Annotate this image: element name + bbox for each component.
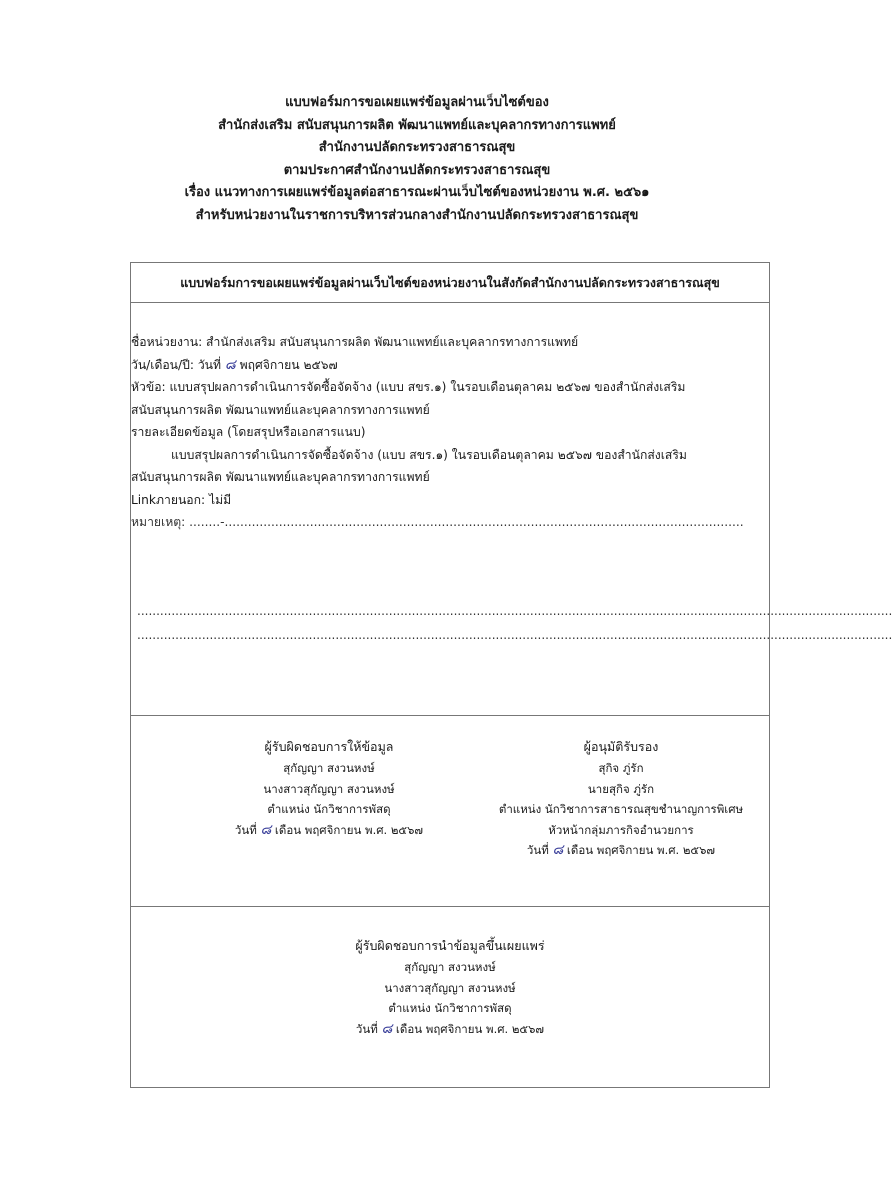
header-line: สำนักส่งเสริม สนับสนุนการผลิต พัฒนาแพทย์และบุคลากรทางการแพทย์ [218, 117, 616, 133]
header-line: ตามประกาศสำนักงานปลัดกระทรวงสาธารณสุข [283, 162, 551, 178]
dotted-line: ...................................................................................................................................................................................................... [137, 628, 892, 642]
subject-line: หัวข้อ: แบบสรุปผลการดำเนินการจัดซื้อจัดจ้าง (แบบ สขร.๑) ในรอบเดือนตุลาคม ๒๕๖๗ ของสำนักส่งเสริม [131, 380, 686, 394]
publisher-signature: สุกัญญา สงวนหงษ์ [404, 960, 496, 974]
detail-line-continued: สนับสนุนการผลิต พัฒนาแพทย์และบุคลากรทางการแพทย์ [131, 470, 430, 484]
date-prefix: วันที่ [355, 1021, 378, 1036]
publisher-name: นางสาวสุกัญญา สงวนหงษ์ [384, 980, 516, 995]
approver-position-2: หัวหน้ากลุ่มภารกิจอำนวยการ [548, 822, 694, 837]
approver-position: ตำแหน่ง นักวิชาการสาธารณสุขชำนาญการพิเศษ [498, 802, 744, 816]
request-form [130, 262, 892, 1088]
provider-heading: ผู้รับผิดชอบการให้ข้อมูล [264, 739, 394, 754]
date-suffix: เดือน พฤศจิกายน พ.ศ. ๒๕๖๗ [395, 1021, 545, 1036]
date-day-handwritten: ๘ [224, 356, 236, 373]
publisher-position: ตำแหน่ง นักวิชาการพัสดุ [388, 1001, 512, 1015]
date-day-handwritten: ๘ [260, 821, 272, 838]
detail-label: รายละเอียดข้อมูล (โดยสรุปหรือเอกสารแนบ) [131, 425, 366, 439]
dotted-line: ...................................................................................................................................................................................................... [137, 604, 892, 618]
date-day-handwritten: ๘ [552, 842, 564, 858]
header-line: แบบฟอร์มการขอเผยแพร่ข้อมูลผ่านเว็บไซต์ของ [285, 95, 549, 110]
date-suffix: พฤศจิกายน ๒๕๖๗ [239, 357, 338, 372]
subject-line-continued: สนับสนุนการผลิต พัฒนาแพทย์และบุคลากรทางการแพทย์ [131, 402, 430, 417]
publisher-signature-block [131, 935, 769, 1039]
external-link-line: Linkภายนอก: ไม่มี [131, 492, 232, 507]
form-body-section [131, 303, 892, 716]
header-line: สำหรับหน่วยงานในราชการบริหารส่วนกลางสำนักงานปลัดกระทรวงสาธารณสุข [195, 207, 639, 223]
approver-heading: ผู้อนุมัติรับรอง [583, 739, 659, 754]
signature-section [131, 716, 769, 907]
provider-signature: สุกัญญา สงวนหงษ์ [283, 761, 375, 775]
detail-line: แบบสรุปผลการดำเนินการจัดซื้อจัดจ้าง (แบบ สขร.๑) ในรอบเดือนตุลาคม ๒๕๖๗ ของสำนักส่งเสริม [171, 447, 687, 462]
publisher-section [131, 907, 769, 1087]
approver-name: นายสุกิจ ภู่รัก [587, 781, 655, 796]
publisher-date [131, 1019, 769, 1040]
unit-line: ชื่อหน่วยงาน: สำนักส่งเสริม สนับสนุนการผลิต พัฒนาแพทย์และบุคลากรทางการแพทย์ [131, 335, 579, 349]
form-title: แบบฟอร์มการขอเผยแพร่ข้อมูลผ่านเว็บไซต์ของหน่วยงานในสังกัดสำนักงานปลัดกระทรวงสาธารณสุข [131, 263, 769, 303]
approver-date [466, 840, 776, 861]
document-header [0, 92, 834, 227]
provider-signature-block [179, 736, 479, 840]
date-suffix: เดือน พฤศจิกายน พ.ศ. ๒๕๖๗ [274, 822, 424, 837]
date-prefix: วันที่ [526, 843, 549, 857]
provider-name: นางสาวสุกัญญา สงวนหงษ์ [263, 781, 395, 796]
header-line: สำนักงานปลัดกระทรวงสาธารณสุข [318, 140, 516, 155]
approver-signature: สุกิจ ภู่รัก [598, 761, 644, 775]
provider-position: ตำแหน่ง นักวิชาการพัสดุ [267, 802, 391, 816]
date-day-handwritten: ๘ [381, 1020, 393, 1037]
form-body-lines [131, 331, 769, 534]
date-suffix: เดือน พฤศจิกายน พ.ศ. ๒๕๖๗ [566, 843, 716, 857]
header-line: เรื่อง แนวทางการเผยแพร่ข้อมูลต่อสาธารณะผ่านเว็บไซต์ของหน่วยงาน พ.ศ. ๒๕๖๑ [184, 185, 650, 200]
publisher-heading: ผู้รับผิดชอบการนำข้อมูลขึ้นเผยแพร่ [355, 938, 545, 953]
provider-date [179, 820, 479, 841]
date-prefix: วัน/เดือน/ปี: วันที่ [131, 357, 222, 372]
date-prefix: วันที่ [234, 822, 257, 837]
date-line [131, 354, 769, 377]
remark-line: หมายเหตุ: ........-...................................................................................................................................... [131, 515, 744, 529]
approver-signature-block [466, 736, 776, 861]
remark-blank-lines [137, 599, 892, 647]
